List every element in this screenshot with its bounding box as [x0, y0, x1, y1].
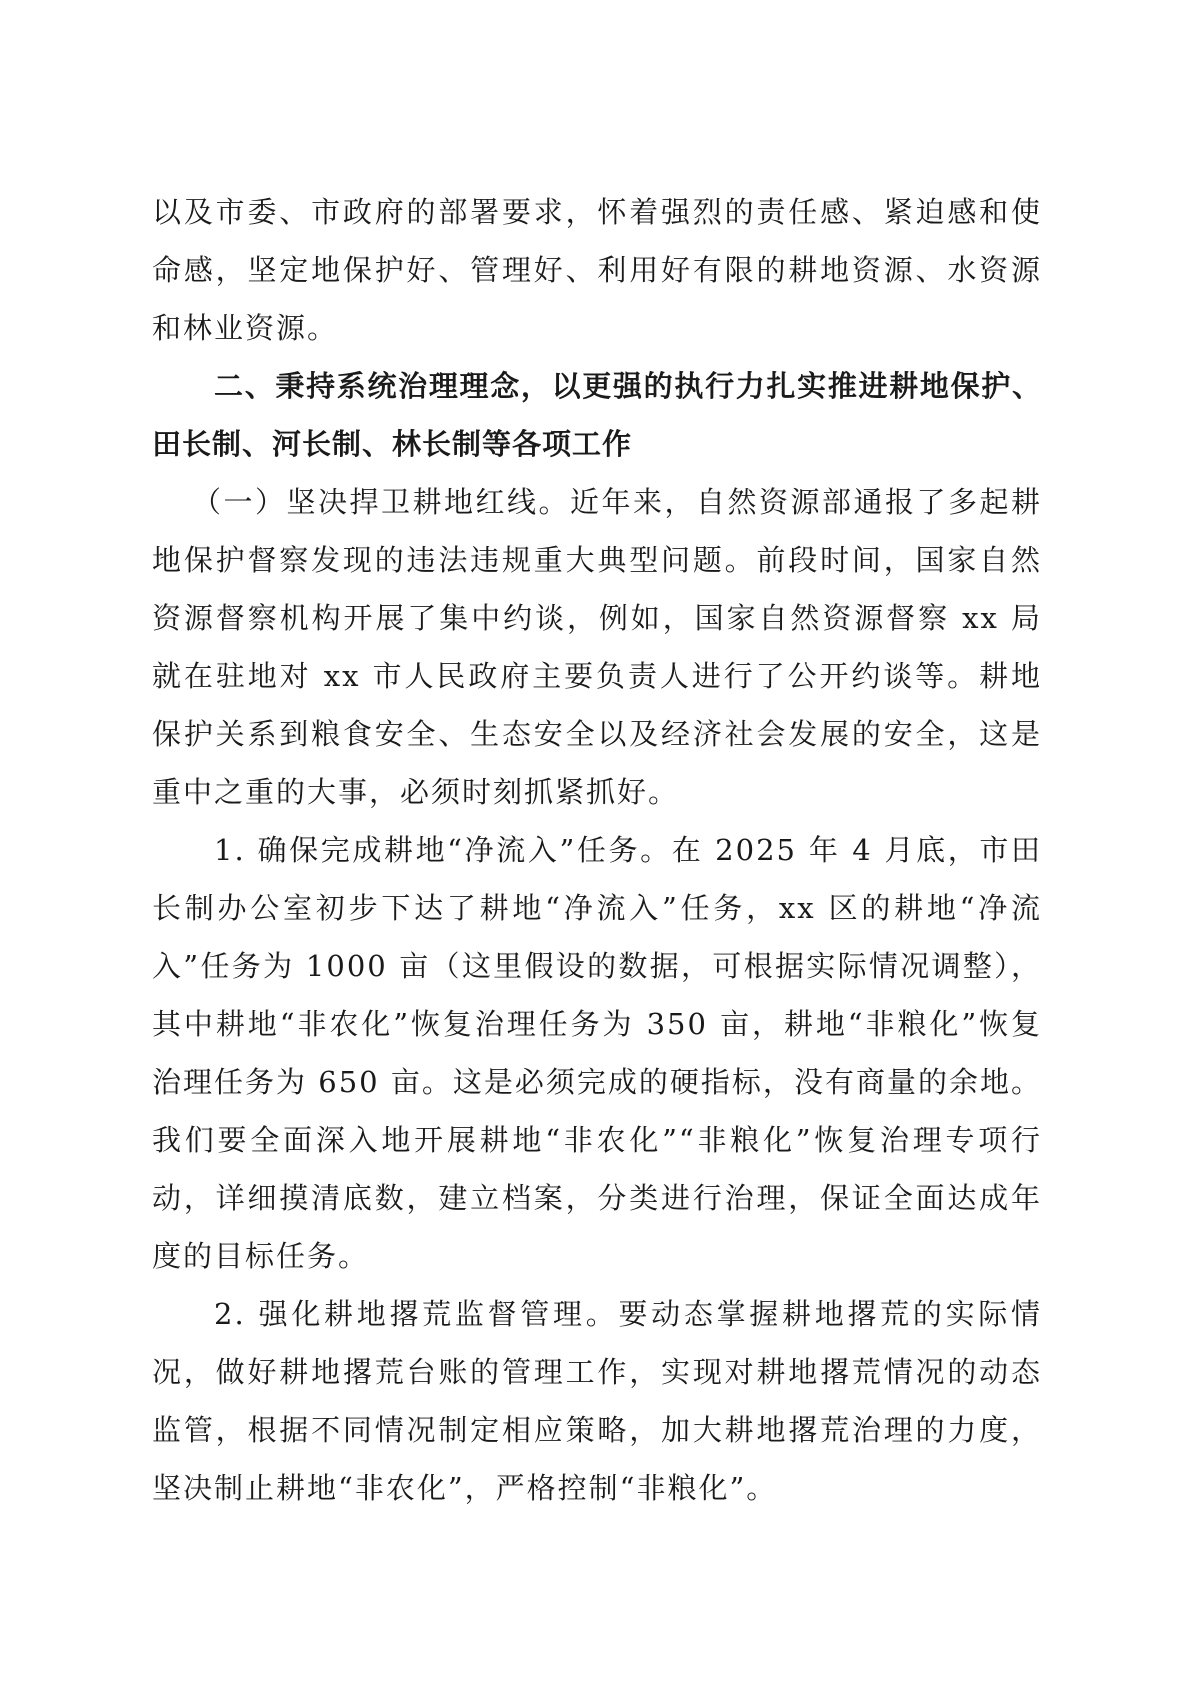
list-item-2: 2. 强化耕地撂荒监督管理。要动态掌握耕地撂荒的实际情况，做好耕地撂荒台账的管理工作，实现对耕地撂荒情况的动态监管，根据不同情况制定相应策略，加大耕地撂荒治理的力度，坚决制止耕地“非农化”，严格控制“非粮化”。: [152, 1297, 1042, 1505]
list-item-1: 1. 确保完成耕地“净流入”任务。在 2025 年 4 月底，市田长制办公室初步下达了耕地“净流入”任务，xx 区的耕地“净流入”任务为 1000 亩（这里假设的数据，可根据实际情况调整），其中耕地“非农化”恢复治理任务为 350 亩，耕地“非粮化”恢复治理任务为 650 亩。这是必须完成的硬指标，没有商量的余地。我们要全面深入地开展耕地“非农化”“非粮化”恢复治理专项行动，详细摸清底数，建立档案，分类进行治理，保证全面达成年度的目标任务。: [152, 833, 1042, 1273]
section-heading-2: 二、秉持系统治理理念，以更强的执行力扎实推进耕地保护、田长制、河长制、林长制等各项工作: [152, 369, 1042, 461]
subsection-heading-1: （一）坚决捍卫耕地红线。近年来，自然资源部通报了多起耕地保护督察发现的违法违规重大典型问题。前段时间，国家自然资源督察机构开展了集中约谈，例如，国家自然资源督察 xx 局就在驻地对 xx 市人民政府主要负责人进行了公开约谈等。耕地保护关系到粮食安全、生态安全以及经济社会发展的安全，这是重中之重的大事，必须时刻抓紧抓好。: [152, 485, 1042, 809]
paragraph-continuation: 以及市委、市政府的部署要求，怀着强烈的责任感、紧迫感和使命感，坚定地保护好、管理好、利用好有限的耕地资源、水资源和林业资源。: [152, 195, 1042, 345]
document-body: [152, 183, 1042, 1517]
